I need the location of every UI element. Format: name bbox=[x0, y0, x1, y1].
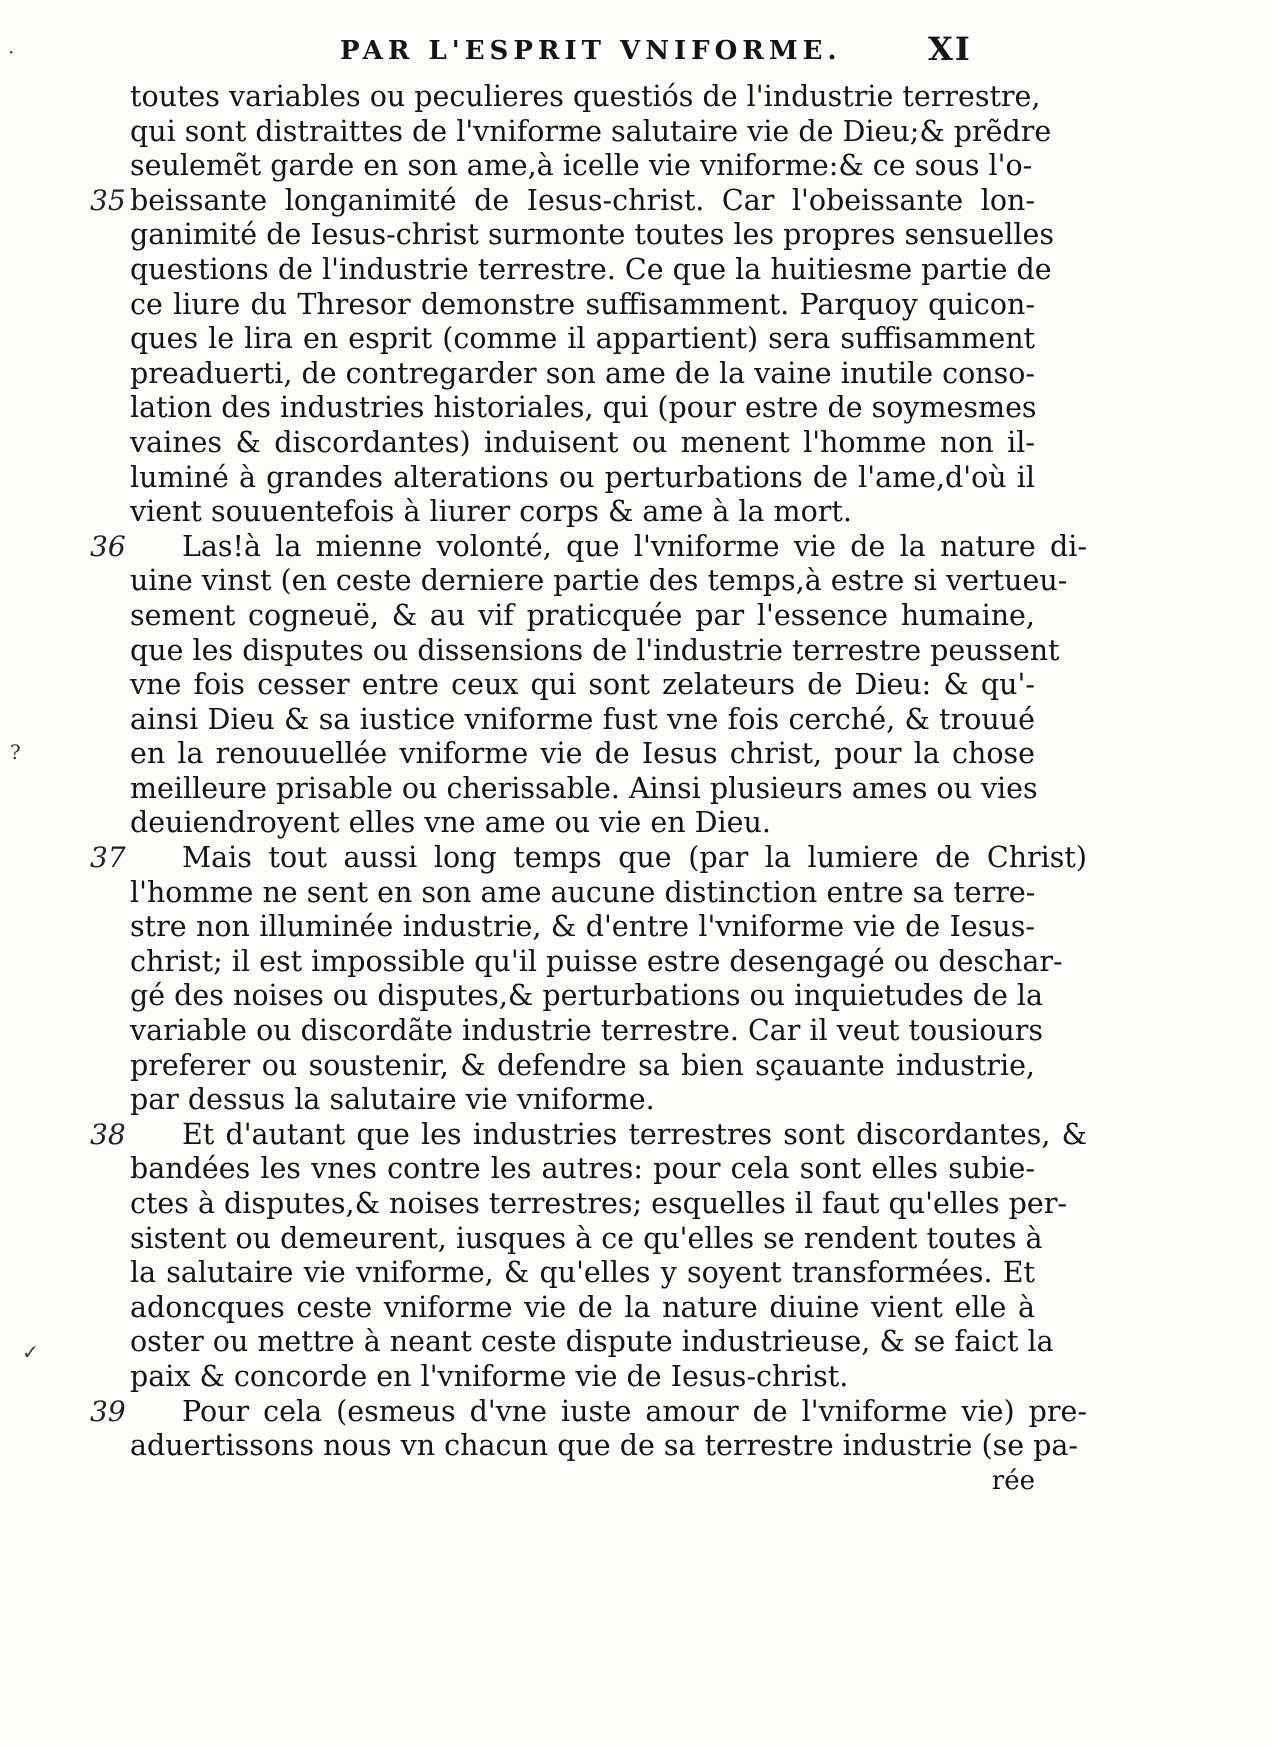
text-line bbox=[90, 1117, 1087, 1153]
text-line bbox=[130, 1221, 1043, 1257]
text-line bbox=[130, 495, 1035, 530]
line-text: par dessus la salutaire vie vniforme. bbox=[130, 1083, 655, 1117]
line-text: toutes variables ou peculieres questiós de l'industrie terrestre, bbox=[130, 80, 1041, 113]
line-text: qui sont distraittes de l'vniforme salutaire vie de Dieu;& prẽdre bbox=[130, 114, 1052, 148]
line-text: ganimité de Iesus-christ surmonte toutes les propres sensuelles bbox=[130, 218, 1054, 252]
body-text bbox=[90, 80, 1087, 1498]
margin-speck: ? bbox=[10, 740, 21, 764]
text-line bbox=[130, 1325, 1054, 1360]
text-line bbox=[130, 564, 1068, 599]
line-text: vne fois cesser entre ceux qui sont zelateurs de Dieu: & qu'- bbox=[130, 668, 1035, 702]
line-text: en la renouuellée vniforme vie de Iesus christ, pour la chose bbox=[130, 737, 1035, 771]
line-text: sement cogneuë, & au vif praticquée par l'essence humaine, bbox=[130, 598, 1035, 632]
text-line bbox=[90, 841, 1087, 876]
text-line bbox=[130, 426, 1035, 461]
margin-speck: ✓ bbox=[22, 1340, 39, 1364]
line-text: vaines & discordantes) induisent ou menent l'homme non il- bbox=[130, 425, 1035, 459]
line-text: adoncques ceste vniforme vie de la nature diuine vient elle à bbox=[130, 1290, 1035, 1324]
line-text: preferer ou soustenir, & defendre sa bien sçauante industrie, bbox=[130, 1048, 1035, 1082]
text-line bbox=[130, 703, 1035, 738]
line-text: ques le lira en esprit (comme il appartient) sera suffisamment bbox=[130, 322, 1035, 356]
line-text: preaduerti, de contregarder son ame de la vaine inutile conso- bbox=[130, 356, 1036, 390]
line-text: lation des industries historiales, qui (pour estre de soymesmes bbox=[130, 391, 1037, 425]
line-text: Pour cela (esmeus d'vne iuste amour de l'vniforme vie) pre- bbox=[182, 1394, 1087, 1428]
line-text: gé des noises ou disputes,& perturbations ou inquietudes de la bbox=[130, 979, 1044, 1013]
text-line bbox=[130, 910, 1035, 945]
text-line bbox=[130, 876, 1035, 911]
line-text: oster ou mettre à neant ceste dispute industrieuse, & se faict la bbox=[130, 1325, 1054, 1359]
line-text: bandées les vnes contre les autres: pour cela sont elles subie- bbox=[130, 1152, 1035, 1186]
text-line bbox=[130, 114, 1052, 150]
line-text: stre non illuminée industrie, & d'entre l'vniforme vie de Iesus- bbox=[130, 910, 1035, 944]
text-line bbox=[130, 1291, 1035, 1326]
text-line bbox=[130, 668, 1035, 703]
line-text: paix & concorde en l'vniforme vie de Iesus-christ. bbox=[130, 1359, 849, 1393]
line-text: beissante longanimité de Iesus-christ. Car l'obeissante lon- bbox=[130, 183, 1035, 217]
text-line bbox=[130, 1049, 1035, 1084]
line-text: Mais tout aussi long temps que (par la lumiere de Christ) bbox=[182, 841, 1087, 875]
text-line bbox=[130, 149, 1035, 184]
text-line bbox=[130, 633, 1060, 669]
line-text: Las!à la mienne volonté, que l'vniforme vie de la nature di- bbox=[182, 529, 1087, 563]
text-line bbox=[130, 1429, 1078, 1464]
line-text: christ; il est impossible qu'il puisse estre desengagé ou deschar- bbox=[130, 944, 1063, 978]
line-text: ainsi Dieu & sa iustice vniforme fust vne fois cerché, & trouué bbox=[130, 702, 1035, 736]
text-line bbox=[130, 252, 1052, 288]
text-line bbox=[130, 1152, 1035, 1187]
verse-number: 35 bbox=[90, 183, 126, 217]
text-line bbox=[130, 1083, 1035, 1118]
line-text: l'homme ne sent en son ame aucune distinction entre sa terre- bbox=[130, 875, 1036, 909]
text-line bbox=[130, 461, 1035, 496]
text-line bbox=[130, 322, 1035, 357]
text-line bbox=[130, 944, 1063, 980]
verse-number: 36 bbox=[90, 529, 126, 563]
line-text: Et d'autant que les industries terrestres sont discordantes, & bbox=[182, 1117, 1087, 1151]
text-line bbox=[130, 357, 1035, 392]
text-line bbox=[130, 1360, 1035, 1395]
line-text: luminé à grandes alterations ou perturbations de l'ame,d'où il bbox=[130, 460, 1035, 494]
margin-speck: · bbox=[8, 40, 15, 64]
line-text: sistent ou demeurent, iusques à ce qu'elles se rendent toutes à bbox=[130, 1221, 1043, 1255]
text-line bbox=[130, 771, 1038, 807]
verse-number: 37 bbox=[90, 841, 126, 875]
text-line bbox=[130, 806, 1035, 841]
line-text: vient souuentefois à liurer corps & ame à la mort. bbox=[130, 495, 852, 529]
text-line bbox=[130, 1256, 1035, 1291]
text-line bbox=[130, 979, 1044, 1014]
line-text: deuiendroyent elles vne ame ou vie en Dieu. bbox=[130, 806, 771, 840]
folio-page-number: XI bbox=[928, 30, 972, 68]
line-text: ctes à disputes,& noises terrestres; esquelles il faut qu'elles per- bbox=[130, 1187, 1068, 1220]
text-line bbox=[130, 391, 1035, 426]
text-line bbox=[130, 288, 1035, 323]
catchword-line bbox=[130, 1464, 1035, 1499]
text-line bbox=[130, 218, 1054, 253]
line-text: meilleure prisable ou cherissable. Ainsi plusieurs ames ou vies bbox=[130, 771, 1038, 805]
text-line bbox=[130, 1014, 1044, 1049]
verse-number: 39 bbox=[90, 1394, 126, 1428]
text-line bbox=[90, 1394, 1087, 1430]
line-text: que les disputes ou dissensions de l'industrie terrestre peussent bbox=[130, 633, 1060, 667]
line-text: variable ou discordãte industrie terrestre. Car il veut tousiours bbox=[130, 1014, 1044, 1048]
line-text: la salutaire vie vniforme, & qu'elles y soyent transformées. Et bbox=[130, 1256, 1035, 1290]
text-line bbox=[90, 529, 1087, 565]
text-line bbox=[130, 599, 1035, 634]
catchword: rée bbox=[991, 1465, 1035, 1496]
text-line bbox=[130, 1187, 1068, 1222]
line-text: aduertissons nous vn chacun que de sa terrestre industrie (se pa- bbox=[130, 1429, 1078, 1463]
line-text: seulemẽt garde en son ame,à icelle vie vniforme:& ce sous l'o- bbox=[130, 149, 1033, 183]
text-line bbox=[90, 183, 1035, 219]
line-text: ce liure du Thresor demonstre suffisamment. Parquoy quicon- bbox=[130, 287, 1035, 321]
text-line bbox=[130, 737, 1035, 772]
line-text: questions de l'industrie terrestre. Ce que la huitiesme partie de bbox=[130, 252, 1052, 286]
running-head: PAR L'ESPRIT VNIFORME. bbox=[340, 36, 842, 66]
line-text: uine vinst (en ceste derniere partie des temps,à estre si vertueu- bbox=[130, 564, 1068, 598]
verse-number: 38 bbox=[90, 1117, 126, 1151]
text-line bbox=[130, 80, 1041, 115]
